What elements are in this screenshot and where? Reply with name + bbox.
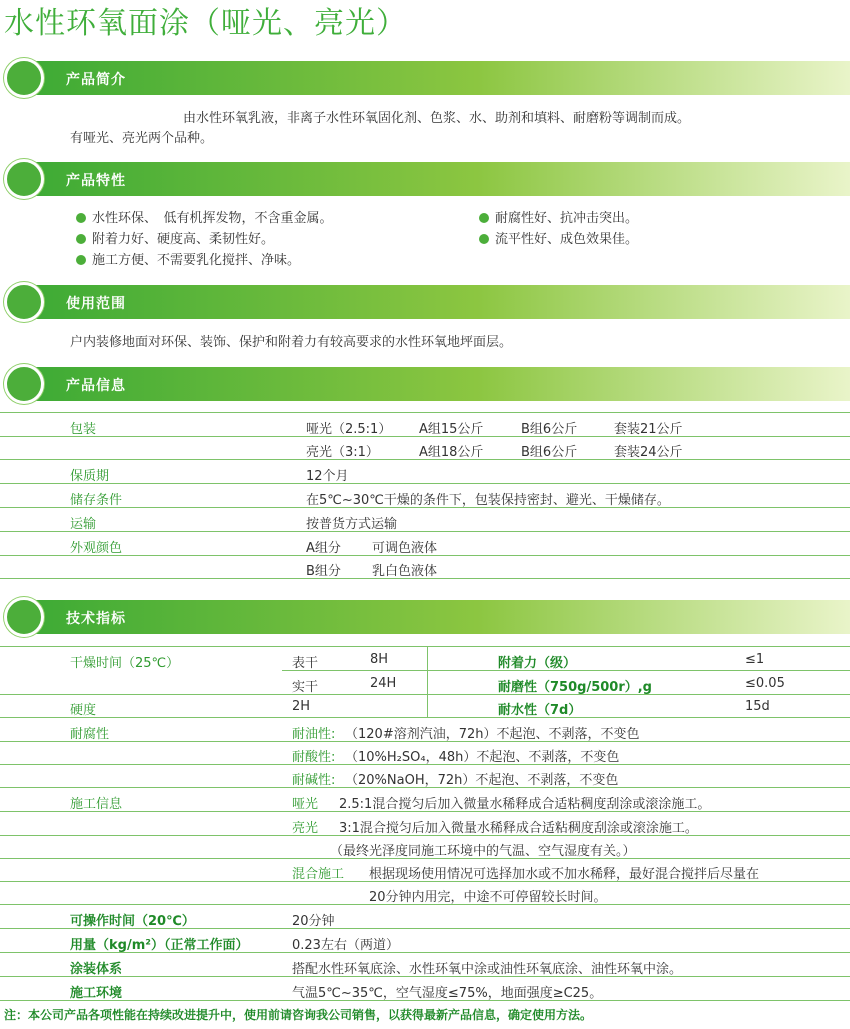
info-color-label: 外观颜色 [70, 541, 123, 556]
green-dot-icon [76, 255, 86, 265]
feature-item: 流平性好、成色效果佳。 [479, 228, 638, 247]
tech-hard-value: 2H [292, 699, 311, 714]
green-dot-icon [479, 234, 489, 244]
tech-cons-label: 施工信息 [70, 797, 123, 812]
table-cell: 3:1混合搅匀后加入微量水稀释成合适粘稠度刮涂或滚涂施工。 [339, 821, 698, 836]
tech-mix-line1: 根据现场使用情况可选择加水或不加水稀释，最好混合搅拌后尽量在 [369, 867, 760, 882]
tech-water-label: 耐水性（7d） [498, 703, 582, 718]
info-transport-label: 运输 [70, 517, 97, 532]
tech-usage-value: 0.23左右（两道） [292, 938, 399, 953]
table-cell: A组18公斤 [419, 445, 484, 460]
feature-item: 耐腐性好、抗冲击突出。 [479, 207, 638, 226]
tech-usage-label: 用量（kg/m²）（正常工作面） [70, 938, 249, 953]
intro-text-line1: 由水性环氧乳液，非离子水性环氧固化剂、色浆、水、助剂和填料、耐磨粉等调制而成。 [183, 111, 691, 126]
intro-text-line2: 有哑光、亮光两个品种。 [70, 131, 214, 146]
info-pack-label: 包装 [70, 422, 97, 437]
table-cell: B组分 [306, 564, 341, 579]
table-cell: 哑光 [292, 797, 319, 812]
tech-corr-label: 耐腐性 [70, 727, 110, 742]
tech-adhesion-value: ≤1 [745, 652, 765, 667]
page-title: 水性环氧面涂（哑光、亮光） [4, 6, 407, 41]
table-cell: 套装21公斤 [614, 422, 683, 437]
scope-text: 户内装修地面对环保、装饰、保护和附着力有较高要求的水性环氧地坪面层。 [70, 335, 513, 350]
section-title: 产品信息 [66, 378, 126, 394]
info-transport-value: 按普货方式运输 [306, 517, 398, 532]
green-dot-icon [76, 234, 86, 244]
tech-wear-label: 耐磨性（750g/500r）,g [498, 680, 652, 695]
tech-wear-value: ≤0.05 [745, 676, 785, 691]
section-header-scope [4, 282, 850, 322]
section-bullet-icon [4, 364, 44, 404]
tech-cons-note: （最终光泽度同施工环境中的气温、空气湿度有关。） [330, 844, 636, 859]
table-cell: 实干 [292, 680, 319, 695]
table-cell: 表干 [292, 656, 319, 671]
table-cell: 8H [370, 652, 389, 667]
tech-pot-label: 可操作时间（20℃） [70, 914, 195, 929]
info-storage-value: 在5℃~30℃干燥的条件下，包装保持密封、避光、干燥储存。 [306, 493, 670, 508]
section-title: 技术指标 [66, 611, 126, 627]
section-header-intro [4, 58, 850, 98]
tech-water-value: 15d [745, 699, 770, 714]
green-dot-icon [479, 213, 489, 223]
tech-mix-line2: 20分钟内用完，中途不可停留较长时间。 [369, 890, 607, 905]
table-cell: （120#溶剂汽油，72h）不起泡、不剥落，不变色 [345, 727, 640, 742]
feature-item: 附着力好、硬度高、柔韧性好。 [76, 228, 274, 247]
tech-env-label: 施工环境 [70, 986, 123, 1001]
section-bullet-icon [4, 282, 44, 322]
section-title: 产品特性 [66, 173, 126, 189]
tech-env-value: 气温5℃~35℃，空气湿度≤75%，地面强度≥C25。 [292, 986, 603, 1001]
section-bullet-icon [4, 159, 44, 199]
info-shelf-label: 保质期 [70, 469, 110, 484]
tech-pot-value: 20分钟 [292, 914, 335, 929]
info-shelf-value: 12个月 [306, 469, 349, 484]
table-cell: 可调色液体 [372, 541, 438, 556]
tech-system-value: 搭配水性环氧底涂、水性环氧中涂或油性环氧底涂、油性环氧中涂。 [292, 962, 683, 977]
table-cell: 耐碱性: [292, 773, 336, 788]
section-bullet-icon [4, 597, 44, 637]
footnote: 注：本公司产品各项性能在持续改进提升中，使用前请咨询我公司销售，以获得最新产品信息，确定使用方法。 [4, 1008, 593, 1022]
table-cell: B组6公斤 [521, 445, 578, 460]
feature-item: 施工方便、不需要乳化搅拌、净味。 [76, 249, 300, 268]
table-cell: （20%NaOH，72h）不起泡、不剥落，不变色 [345, 773, 619, 788]
table-cell: 耐酸性: [292, 750, 336, 765]
table-cell: 哑光（2.5:1） [306, 422, 392, 437]
section-header-info [4, 364, 850, 404]
table-cell: 2.5:1混合搅匀后加入微量水稀释成合适粘稠度刮涂或滚涂施工。 [339, 797, 711, 812]
section-title: 使用范围 [66, 296, 126, 312]
table-cell: 乳白色液体 [372, 564, 438, 579]
section-header-features [4, 159, 850, 199]
table-cell: 亮光（3:1） [306, 445, 379, 460]
section-bullet-icon [4, 58, 44, 98]
tech-adhesion-label: 附着力（级） [498, 656, 577, 671]
table-cell: （10%H₂SO₄，48h）不起泡、不剥落，不变色 [345, 750, 620, 765]
section-header-tech [4, 597, 850, 637]
info-storage-label: 储存条件 [70, 493, 123, 508]
tech-hard-label: 硬度 [70, 703, 97, 718]
table-cell: A组15公斤 [419, 422, 484, 437]
feature-item: 水性环保、 低有机挥发物，不含重金属。 [76, 207, 333, 226]
table-cell: B组6公斤 [521, 422, 578, 437]
tech-system-label: 涂装体系 [70, 962, 123, 977]
table-cell: 套装24公斤 [614, 445, 683, 460]
table-cell: 24H [370, 676, 397, 691]
green-dot-icon [76, 213, 86, 223]
table-cell: A组分 [306, 541, 341, 556]
table-cell: 亮光 [292, 821, 319, 836]
tech-dry-label: 干燥时间（25℃） [70, 656, 180, 671]
table-cell: 耐油性: [292, 727, 336, 742]
tech-mix-label: 混合施工 [292, 867, 345, 882]
section-title: 产品简介 [66, 72, 126, 88]
